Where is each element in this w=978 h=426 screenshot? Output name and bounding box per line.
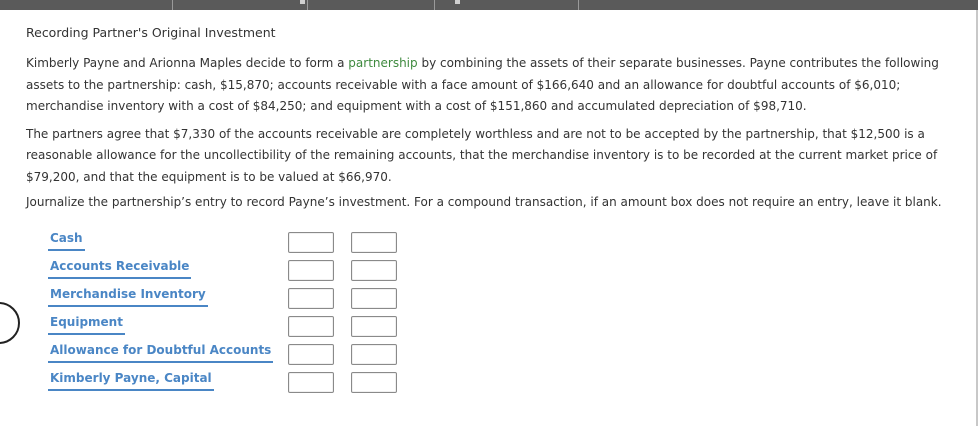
debit-amount-input[interactable] xyxy=(288,372,334,393)
debit-amount-input[interactable] xyxy=(288,316,334,337)
debit-amount-input[interactable] xyxy=(288,232,334,253)
account-select[interactable]: Allowance for Doubtful Accounts xyxy=(48,343,273,363)
journal-row xyxy=(48,313,408,341)
page-title: Recording Partner's Original Investment xyxy=(26,25,276,40)
account-select[interactable]: Cash xyxy=(48,231,85,251)
credit-amount-input[interactable] xyxy=(351,260,397,281)
journal-row xyxy=(48,341,408,369)
paragraph-1-text-after: by combining the assets of their separate businesses. Payne contributes the following assets to the partnership: cash, $15,870; accounts receivable with a face amount of $166,640 and an allowance for doubtful accounts of $6,010; merchandise inventory with a cost of $84,250; and equipment with a cost of $151,860 and accumulated depreciation of $98,710. xyxy=(26,56,939,113)
account-select[interactable]: Merchandise Inventory xyxy=(48,287,208,307)
journal-entry-table xyxy=(48,229,408,397)
account-select[interactable]: Kimberly Payne, Capital xyxy=(48,371,214,391)
credit-amount-input[interactable] xyxy=(351,344,397,365)
toolbar-divider xyxy=(434,0,435,10)
credit-amount-input[interactable] xyxy=(351,288,397,309)
journal-row xyxy=(48,285,408,313)
credit-amount-input[interactable] xyxy=(351,316,397,337)
problem-content xyxy=(26,25,951,210)
problem-paragraph-1 xyxy=(26,53,951,118)
credit-amount-input[interactable] xyxy=(351,232,397,253)
account-select[interactable]: Equipment xyxy=(48,315,125,335)
toolbar-marker xyxy=(300,0,305,4)
journal-row xyxy=(48,257,408,285)
instruction-text: Journalize the partnership’s entry to record Payne’s investment. For a compound transaction, if an amount box does not require an entry, leave it blank. xyxy=(26,195,942,209)
glossary-term-partnership[interactable]: partnership xyxy=(348,56,418,70)
top-toolbar-strip xyxy=(0,0,978,10)
debit-amount-input[interactable] xyxy=(288,260,334,281)
toolbar-divider xyxy=(307,0,308,10)
problem-paragraph-2: The partners agree that $7,330 of the accounts receivable are completely worthless and are not to be accepted by the partnership, that $12,500 is a reasonable allowance for the uncollectibility of the remaining accounts, that the merchandise inventory is to be recorded at the current market price of $79,200, and that the equipment is to be valued at $66,970. xyxy=(26,126,938,184)
debit-amount-input[interactable] xyxy=(288,288,334,309)
journal-row xyxy=(48,229,408,257)
journal-row xyxy=(48,369,408,397)
toolbar-divider xyxy=(578,0,579,10)
paragraph-1-text-before: Kimberly Payne and Arionna Maples decide to form a xyxy=(26,56,349,70)
credit-amount-input[interactable] xyxy=(351,372,397,393)
toolbar-divider xyxy=(172,0,173,10)
toolbar-marker xyxy=(455,0,460,4)
account-select[interactable]: Accounts Receivable xyxy=(48,259,191,279)
debit-amount-input[interactable] xyxy=(288,344,334,365)
